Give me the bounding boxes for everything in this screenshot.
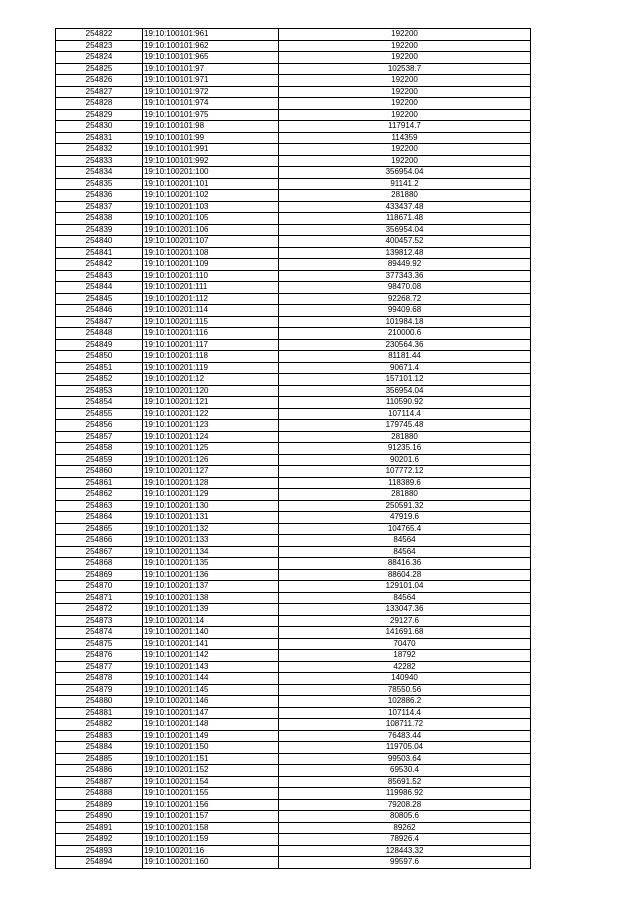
- table-row: [56, 431, 531, 443]
- value-cell: 250591.32: [279, 500, 531, 512]
- row-number-cell: 254865: [56, 523, 143, 535]
- row-number-cell: 254885: [56, 753, 143, 765]
- value-cell: 98470.08: [279, 282, 531, 294]
- cadastral-number-cell: 19:10:100201:102: [143, 190, 279, 202]
- value-cell: 92268.72: [279, 293, 531, 305]
- value-cell: 377343.36: [279, 270, 531, 282]
- table-row: [56, 454, 531, 466]
- table-row: [56, 408, 531, 420]
- table-row: [56, 638, 531, 650]
- cadastral-number-cell: 19:10:100201:139: [143, 604, 279, 616]
- cadastral-number-cell: 19:10:100201:128: [143, 477, 279, 489]
- table-row: [56, 362, 531, 374]
- value-cell: 90201.6: [279, 454, 531, 466]
- table-row: [56, 788, 531, 800]
- value-cell: 210000.6: [279, 328, 531, 340]
- table-row: [56, 247, 531, 259]
- table-row: [56, 730, 531, 742]
- cadastral-number-cell: 19:10:100201:146: [143, 696, 279, 708]
- row-number-cell: 254839: [56, 224, 143, 236]
- value-cell: 118671.48: [279, 213, 531, 225]
- row-number-cell: 254827: [56, 86, 143, 98]
- value-cell: 110590.92: [279, 397, 531, 409]
- row-number-cell: 254889: [56, 799, 143, 811]
- cadastral-number-cell: 19:10:100201:147: [143, 707, 279, 719]
- cadastral-number-cell: 19:10:100201:140: [143, 627, 279, 639]
- value-cell: 141691.68: [279, 627, 531, 639]
- row-number-cell: 254830: [56, 121, 143, 133]
- table-row: [56, 443, 531, 455]
- cadastral-number-cell: 19:10:100201:149: [143, 730, 279, 742]
- cadastral-number-cell: 19:10:100201:145: [143, 684, 279, 696]
- value-cell: 78550.56: [279, 684, 531, 696]
- row-number-cell: 254849: [56, 339, 143, 351]
- value-cell: 102538.7: [279, 63, 531, 75]
- value-cell: 89262: [279, 822, 531, 834]
- cadastral-number-cell: 19:10:100201:105: [143, 213, 279, 225]
- value-cell: 192200: [279, 40, 531, 52]
- table-row: [56, 615, 531, 627]
- table-row: [56, 29, 531, 41]
- table-row: [56, 420, 531, 432]
- cadastral-number-cell: 19:10:100201:156: [143, 799, 279, 811]
- table-row: [56, 374, 531, 386]
- row-number-cell: 254870: [56, 581, 143, 593]
- cadastral-number-cell: 19:10:100201:116: [143, 328, 279, 340]
- cadastral-number-cell: 19:10:100201:129: [143, 489, 279, 501]
- value-cell: 119986.92: [279, 788, 531, 800]
- value-cell: 114359: [279, 132, 531, 144]
- row-number-cell: 254861: [56, 477, 143, 489]
- value-cell: 107772.12: [279, 466, 531, 478]
- cadastral-number-cell: 19:10:100201:110: [143, 270, 279, 282]
- cadastral-number-cell: 19:10:100201:154: [143, 776, 279, 788]
- table-row: [56, 63, 531, 75]
- value-cell: 70470: [279, 638, 531, 650]
- cadastral-number-cell: 19:10:100201:115: [143, 316, 279, 328]
- row-number-cell: 254854: [56, 397, 143, 409]
- cadastral-number-cell: 19:10:100201:101: [143, 178, 279, 190]
- cadastral-number-cell: 19:10:100201:122: [143, 408, 279, 420]
- cadastral-number-cell: 19:10:100201:117: [143, 339, 279, 351]
- row-number-cell: 254879: [56, 684, 143, 696]
- cadastral-number-cell: 19:10:100201:100: [143, 167, 279, 179]
- cadastral-number-cell: 19:10:100201:133: [143, 535, 279, 547]
- value-cell: 84564: [279, 592, 531, 604]
- row-number-cell: 254858: [56, 443, 143, 455]
- cadastral-number-cell: 19:10:100201:120: [143, 385, 279, 397]
- value-cell: 91235.16: [279, 443, 531, 455]
- value-cell: 90671.4: [279, 362, 531, 374]
- table-row: [56, 592, 531, 604]
- value-cell: 108711.72: [279, 719, 531, 731]
- row-number-cell: 254841: [56, 247, 143, 259]
- row-number-cell: 254859: [56, 454, 143, 466]
- table-row: [56, 742, 531, 754]
- cadastral-number-cell: 19:10:100201:144: [143, 673, 279, 685]
- value-cell: 80805.6: [279, 811, 531, 823]
- value-cell: 129101.04: [279, 581, 531, 593]
- table-row: [56, 339, 531, 351]
- value-cell: 99597.6: [279, 857, 531, 869]
- value-cell: 400457.52: [279, 236, 531, 248]
- value-cell: 79208.28: [279, 799, 531, 811]
- cadastral-number-cell: 19:10:100201:109: [143, 259, 279, 271]
- table-row: [56, 500, 531, 512]
- cadastral-number-cell: 19:10:100201:137: [143, 581, 279, 593]
- cadastral-number-cell: 19:10:100201:114: [143, 305, 279, 317]
- value-cell: 42282: [279, 661, 531, 673]
- table-row: [56, 799, 531, 811]
- cadastral-number-cell: 19:10:100201:119: [143, 362, 279, 374]
- value-cell: 29127.6: [279, 615, 531, 627]
- row-number-cell: 254886: [56, 765, 143, 777]
- cadastral-number-cell: 19:10:100101:971: [143, 75, 279, 87]
- cadastral-number-cell: 19:10:100201:108: [143, 247, 279, 259]
- table-row: [56, 351, 531, 363]
- table-body: [56, 29, 531, 869]
- cadastral-number-cell: 19:10:100201:112: [143, 293, 279, 305]
- table-row: [56, 765, 531, 777]
- row-number-cell: 254848: [56, 328, 143, 340]
- value-cell: 192200: [279, 98, 531, 110]
- cadastral-number-cell: 19:10:100101:972: [143, 86, 279, 98]
- row-number-cell: 254876: [56, 650, 143, 662]
- table-row: [56, 259, 531, 271]
- row-number-cell: 254882: [56, 719, 143, 731]
- row-number-cell: 254869: [56, 569, 143, 581]
- row-number-cell: 254863: [56, 500, 143, 512]
- value-cell: 107114.4: [279, 707, 531, 719]
- cadastral-number-cell: 19:10:100201:157: [143, 811, 279, 823]
- table-row: [56, 569, 531, 581]
- cadastral-number-cell: 19:10:100201:111: [143, 282, 279, 294]
- value-cell: 281880: [279, 431, 531, 443]
- table-row: [56, 650, 531, 662]
- table-row: [56, 201, 531, 213]
- row-number-cell: 254829: [56, 109, 143, 121]
- row-number-cell: 254836: [56, 190, 143, 202]
- table-row: [56, 477, 531, 489]
- row-number-cell: 254840: [56, 236, 143, 248]
- value-cell: 89449.92: [279, 259, 531, 271]
- table-row: [56, 834, 531, 846]
- cadastral-number-cell: 19:10:100201:14: [143, 615, 279, 627]
- row-number-cell: 254825: [56, 63, 143, 75]
- row-number-cell: 254855: [56, 408, 143, 420]
- cadastral-number-cell: 19:10:100201:132: [143, 523, 279, 535]
- row-number-cell: 254832: [56, 144, 143, 156]
- value-cell: 433437.48: [279, 201, 531, 213]
- table-row: [56, 385, 531, 397]
- cadastral-number-cell: 19:10:100201:106: [143, 224, 279, 236]
- table-row: [56, 98, 531, 110]
- value-cell: 84564: [279, 535, 531, 547]
- table-row: [56, 167, 531, 179]
- table-row: [56, 719, 531, 731]
- cadastral-number-cell: 19:10:100101:991: [143, 144, 279, 156]
- cadastral-value-table: [55, 28, 531, 869]
- table-row: [56, 707, 531, 719]
- table-row: [56, 857, 531, 869]
- table-row: [56, 121, 531, 133]
- cadastral-number-cell: 19:10:100101:97: [143, 63, 279, 75]
- row-number-cell: 254893: [56, 845, 143, 857]
- value-cell: 91141.2: [279, 178, 531, 190]
- row-number-cell: 254852: [56, 374, 143, 386]
- row-number-cell: 254894: [56, 857, 143, 869]
- cadastral-number-cell: 19:10:100101:962: [143, 40, 279, 52]
- value-cell: 128443.32: [279, 845, 531, 857]
- cadastral-number-cell: 19:10:100201:151: [143, 753, 279, 765]
- cadastral-number-cell: 19:10:100101:975: [143, 109, 279, 121]
- row-number-cell: 254883: [56, 730, 143, 742]
- cadastral-number-cell: 19:10:100101:992: [143, 155, 279, 167]
- row-number-cell: 254878: [56, 673, 143, 685]
- table-row: [56, 845, 531, 857]
- table-row: [56, 224, 531, 236]
- cadastral-number-cell: 19:10:100101:961: [143, 29, 279, 41]
- table-row: [56, 558, 531, 570]
- table-row: [56, 305, 531, 317]
- value-cell: 356954.04: [279, 224, 531, 236]
- cadastral-number-cell: 19:10:100201:159: [143, 834, 279, 846]
- value-cell: 192200: [279, 144, 531, 156]
- cadastral-number-cell: 19:10:100201:142: [143, 650, 279, 662]
- row-number-cell: 254837: [56, 201, 143, 213]
- row-number-cell: 254891: [56, 822, 143, 834]
- row-number-cell: 254824: [56, 52, 143, 64]
- value-cell: 356954.04: [279, 167, 531, 179]
- cadastral-number-cell: 19:10:100201:134: [143, 546, 279, 558]
- table-row: [56, 213, 531, 225]
- row-number-cell: 254887: [56, 776, 143, 788]
- row-number-cell: 254860: [56, 466, 143, 478]
- cadastral-number-cell: 19:10:100201:135: [143, 558, 279, 570]
- value-cell: 192200: [279, 52, 531, 64]
- row-number-cell: 254872: [56, 604, 143, 616]
- row-number-cell: 254874: [56, 627, 143, 639]
- value-cell: 101984.18: [279, 316, 531, 328]
- cadastral-number-cell: 19:10:100201:152: [143, 765, 279, 777]
- table-row: [56, 696, 531, 708]
- value-cell: 140940: [279, 673, 531, 685]
- value-cell: 356954.04: [279, 385, 531, 397]
- table-row: [56, 328, 531, 340]
- cadastral-number-cell: 19:10:100201:136: [143, 569, 279, 581]
- cadastral-number-cell: 19:10:100101:965: [143, 52, 279, 64]
- table-row: [56, 190, 531, 202]
- cadastral-number-cell: 19:10:100201:160: [143, 857, 279, 869]
- table-row: [56, 178, 531, 190]
- row-number-cell: 254892: [56, 834, 143, 846]
- table-row: [56, 604, 531, 616]
- table-row: [56, 270, 531, 282]
- row-number-cell: 254833: [56, 155, 143, 167]
- value-cell: 107114.4: [279, 408, 531, 420]
- row-number-cell: 254856: [56, 420, 143, 432]
- cadastral-number-cell: 19:10:100201:130: [143, 500, 279, 512]
- row-number-cell: 254843: [56, 270, 143, 282]
- row-number-cell: 254875: [56, 638, 143, 650]
- table-row: [56, 144, 531, 156]
- value-cell: 179745.48: [279, 420, 531, 432]
- value-cell: 192200: [279, 29, 531, 41]
- value-cell: 133047.36: [279, 604, 531, 616]
- table-row: [56, 86, 531, 98]
- value-cell: 102886.2: [279, 696, 531, 708]
- table-row: [56, 109, 531, 121]
- value-cell: 99503.64: [279, 753, 531, 765]
- cadastral-number-cell: 19:10:100201:103: [143, 201, 279, 213]
- cadastral-number-cell: 19:10:100201:150: [143, 742, 279, 754]
- cadastral-number-cell: 19:10:100101:99: [143, 132, 279, 144]
- row-number-cell: 254877: [56, 661, 143, 673]
- value-cell: 88416.36: [279, 558, 531, 570]
- table-row: [56, 52, 531, 64]
- table-row: [56, 155, 531, 167]
- table-row: [56, 661, 531, 673]
- row-number-cell: 254868: [56, 558, 143, 570]
- row-number-cell: 254881: [56, 707, 143, 719]
- table-row: [56, 282, 531, 294]
- value-cell: 281880: [279, 190, 531, 202]
- row-number-cell: 254831: [56, 132, 143, 144]
- value-cell: 139812.48: [279, 247, 531, 259]
- value-cell: 192200: [279, 75, 531, 87]
- row-number-cell: 254823: [56, 40, 143, 52]
- table-row: [56, 236, 531, 248]
- row-number-cell: 254851: [56, 362, 143, 374]
- row-number-cell: 254838: [56, 213, 143, 225]
- table-row: [56, 512, 531, 524]
- table-row: [56, 581, 531, 593]
- table-row: [56, 293, 531, 305]
- value-cell: 192200: [279, 86, 531, 98]
- table-row: [56, 40, 531, 52]
- cadastral-number-cell: 19:10:100201:131: [143, 512, 279, 524]
- row-number-cell: 254866: [56, 535, 143, 547]
- cadastral-number-cell: 19:10:100201:143: [143, 661, 279, 673]
- row-number-cell: 254845: [56, 293, 143, 305]
- cadastral-number-cell: 19:10:100201:123: [143, 420, 279, 432]
- value-cell: 230564.36: [279, 339, 531, 351]
- value-cell: 88604.28: [279, 569, 531, 581]
- table-row: [56, 316, 531, 328]
- row-number-cell: 254846: [56, 305, 143, 317]
- row-number-cell: 254862: [56, 489, 143, 501]
- cadastral-number-cell: 19:10:100201:125: [143, 443, 279, 455]
- row-number-cell: 254864: [56, 512, 143, 524]
- row-number-cell: 254867: [56, 546, 143, 558]
- table-row: [56, 535, 531, 547]
- table-row: [56, 523, 531, 535]
- row-number-cell: 254834: [56, 167, 143, 179]
- table-row: [56, 397, 531, 409]
- cadastral-number-cell: 19:10:100101:98: [143, 121, 279, 133]
- cadastral-number-cell: 19:10:100201:126: [143, 454, 279, 466]
- cadastral-number-cell: 19:10:100201:158: [143, 822, 279, 834]
- table-row: [56, 466, 531, 478]
- value-cell: 81181.44: [279, 351, 531, 363]
- cadastral-number-cell: 19:10:100201:138: [143, 592, 279, 604]
- value-cell: 47919.6: [279, 512, 531, 524]
- row-number-cell: 254826: [56, 75, 143, 87]
- row-number-cell: 254835: [56, 178, 143, 190]
- cadastral-number-cell: 19:10:100201:107: [143, 236, 279, 248]
- cadastral-number-cell: 19:10:100201:124: [143, 431, 279, 443]
- value-cell: 119705.04: [279, 742, 531, 754]
- table-row: [56, 776, 531, 788]
- table-row: [56, 673, 531, 685]
- row-number-cell: 254888: [56, 788, 143, 800]
- cadastral-number-cell: 19:10:100101:974: [143, 98, 279, 110]
- value-cell: 85691.52: [279, 776, 531, 788]
- value-cell: 192200: [279, 109, 531, 121]
- table-row: [56, 811, 531, 823]
- value-cell: 157101.12: [279, 374, 531, 386]
- value-cell: 69530.4: [279, 765, 531, 777]
- value-cell: 118389.6: [279, 477, 531, 489]
- cadastral-number-cell: 19:10:100201:148: [143, 719, 279, 731]
- value-cell: 18792: [279, 650, 531, 662]
- value-cell: 76483.44: [279, 730, 531, 742]
- row-number-cell: 254890: [56, 811, 143, 823]
- row-number-cell: 254828: [56, 98, 143, 110]
- value-cell: 78926.4: [279, 834, 531, 846]
- row-number-cell: 254853: [56, 385, 143, 397]
- cadastral-number-cell: 19:10:100201:118: [143, 351, 279, 363]
- cadastral-number-cell: 19:10:100201:127: [143, 466, 279, 478]
- table-row: [56, 627, 531, 639]
- table-row: [56, 75, 531, 87]
- table-row: [56, 822, 531, 834]
- row-number-cell: 254857: [56, 431, 143, 443]
- table-row: [56, 132, 531, 144]
- value-cell: 84564: [279, 546, 531, 558]
- table-row: [56, 546, 531, 558]
- value-cell: 104765.4: [279, 523, 531, 535]
- row-number-cell: 254873: [56, 615, 143, 627]
- row-number-cell: 254871: [56, 592, 143, 604]
- value-cell: 192200: [279, 155, 531, 167]
- cadastral-number-cell: 19:10:100201:155: [143, 788, 279, 800]
- value-cell: 117914.7: [279, 121, 531, 133]
- row-number-cell: 254844: [56, 282, 143, 294]
- table-row: [56, 489, 531, 501]
- row-number-cell: 254822: [56, 29, 143, 41]
- cadastral-number-cell: 19:10:100201:141: [143, 638, 279, 650]
- table-row: [56, 753, 531, 765]
- table-row: [56, 684, 531, 696]
- cadastral-number-cell: 19:10:100201:121: [143, 397, 279, 409]
- row-number-cell: 254847: [56, 316, 143, 328]
- row-number-cell: 254880: [56, 696, 143, 708]
- row-number-cell: 254884: [56, 742, 143, 754]
- value-cell: 281880: [279, 489, 531, 501]
- cadastral-number-cell: 19:10:100201:16: [143, 845, 279, 857]
- row-number-cell: 254842: [56, 259, 143, 271]
- value-cell: 99409.68: [279, 305, 531, 317]
- row-number-cell: 254850: [56, 351, 143, 363]
- cadastral-number-cell: 19:10:100201:12: [143, 374, 279, 386]
